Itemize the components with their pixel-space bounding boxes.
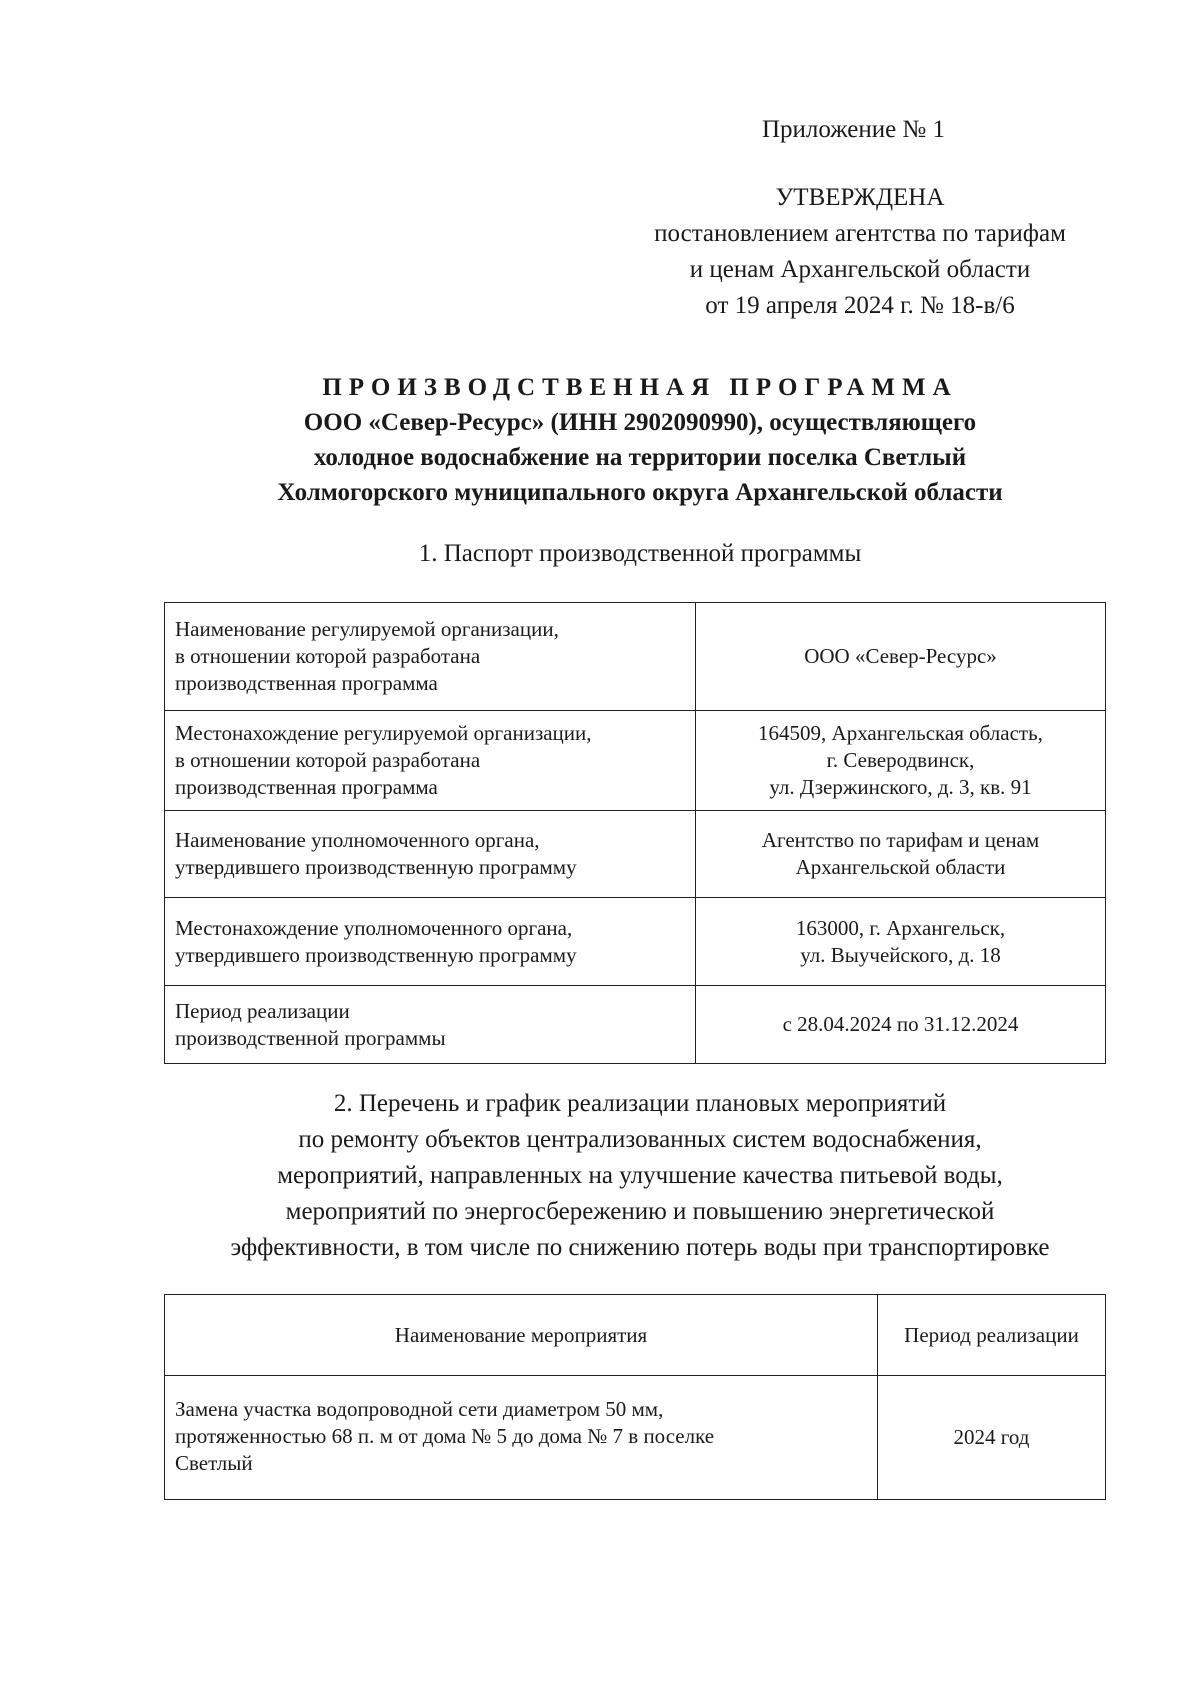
table-row bbox=[165, 711, 1106, 811]
text-line: ООО «Север-Ресурс» bbox=[804, 644, 997, 668]
document-title bbox=[150, 370, 1130, 510]
text-line: г. Северодвинск, bbox=[826, 748, 975, 772]
passport-table bbox=[164, 602, 1106, 1064]
table-row bbox=[165, 811, 1106, 898]
measure-name bbox=[165, 1376, 878, 1500]
approval-line-4: от 19 апреля 2024 г. № 18-в/6 bbox=[705, 292, 1015, 319]
passport-value bbox=[696, 711, 1106, 811]
approval-line-3: и ценам Архангельской области bbox=[689, 256, 1031, 283]
passport-value bbox=[696, 811, 1106, 898]
text-line: Местонахождение регулируемой организации, bbox=[175, 721, 592, 745]
section2-heading-line-4: мероприятий по энергосбережению и повышению энергетической bbox=[285, 1198, 995, 1225]
text-line: с 28.04.2024 по 31.12.2024 bbox=[782, 1012, 1019, 1036]
text-line: в отношении которой разработана bbox=[175, 644, 481, 668]
text-line: Наименование регулируемой организации, bbox=[175, 617, 559, 641]
title-line-3: холодное водоснабжение на территории поселка Светлый bbox=[313, 444, 967, 471]
section2-heading-line-3: мероприятий, направленных на улучшение качества питьевой воды, bbox=[277, 1162, 1003, 1189]
table-row bbox=[165, 1376, 1106, 1500]
column-header-name: Наименование мероприятия bbox=[165, 1295, 878, 1376]
table-header-row bbox=[165, 1295, 1106, 1376]
section2-heading bbox=[150, 1086, 1130, 1266]
text-line: Местонахождение уполномоченного органа, bbox=[175, 915, 573, 940]
measures-table bbox=[164, 1294, 1106, 1500]
section2-heading-line-5: эффективности, в том числе по снижению потерь воды при транспортировке bbox=[230, 1234, 1050, 1261]
approval-block bbox=[610, 180, 1110, 324]
text-line: Агентство по тарифам и ценам bbox=[761, 828, 1040, 852]
section2-heading-line-2: по ремонту объектов централизованных систем водоснабжения, bbox=[298, 1126, 982, 1153]
text-line: Архангельской области bbox=[795, 855, 1006, 879]
section2-heading-line-1: 2. Перечень и график реализации плановых мероприятий bbox=[333, 1090, 947, 1117]
text-line: Наименование уполномоченного органа, bbox=[175, 828, 540, 852]
text-line: 163000, г. Архангельск, bbox=[795, 915, 1006, 940]
text-line: Замена участка водопроводной сети диаметром 50 мм, bbox=[175, 1397, 664, 1421]
text-line: Период реализации bbox=[175, 998, 350, 1023]
text-line: 164509, Архангельская область, bbox=[758, 721, 1043, 745]
approval-line-2: постановлением агентства по тарифам bbox=[654, 220, 1066, 247]
table-row bbox=[165, 603, 1106, 711]
text-line: Светлый bbox=[175, 1451, 253, 1475]
passport-label bbox=[165, 603, 696, 711]
text-line: протяженностью 68 п. м от дома № 5 до дома № 7 в поселке bbox=[175, 1424, 715, 1448]
title-line-2: ООО «Север-Ресурс» (ИНН 2902090990), осуществляющего bbox=[303, 409, 977, 436]
passport-label bbox=[165, 898, 696, 986]
passport-label bbox=[165, 711, 696, 811]
text-line: утвердившего производственную программу bbox=[175, 942, 577, 967]
text-line: производственная программа bbox=[175, 671, 438, 695]
text-line: утвердившего производственную программу bbox=[175, 855, 577, 879]
appendix-label: Приложение № 1 bbox=[762, 116, 946, 143]
passport-label bbox=[165, 811, 696, 898]
approval-line-1: УТВЕРЖДЕНА bbox=[775, 184, 945, 211]
text-line: производственная программа bbox=[175, 775, 438, 799]
passport-value bbox=[696, 898, 1106, 986]
text-line: ул. Дзержинского, д. 3, кв. 91 bbox=[769, 775, 1032, 799]
table-row bbox=[165, 898, 1106, 986]
text-line: в отношении которой разработана bbox=[175, 748, 481, 772]
section1-heading: 1. Паспорт производственной программы bbox=[418, 540, 862, 567]
column-header-period: Период реализации bbox=[878, 1295, 1106, 1376]
title-line-1: ПРОИЗВОДСТВЕННАЯ ПРОГРАММА bbox=[322, 374, 958, 401]
measure-period: 2024 год bbox=[878, 1376, 1106, 1500]
passport-value bbox=[696, 603, 1106, 711]
text-line: ул. Выучейского, д. 18 bbox=[800, 942, 1001, 967]
passport-value bbox=[696, 986, 1106, 1064]
text-line: производственной программы bbox=[175, 1025, 446, 1050]
passport-label bbox=[165, 986, 696, 1064]
table-row bbox=[165, 986, 1106, 1064]
title-line-4: Холмогорского муниципального округа Архангельской области bbox=[277, 479, 1003, 506]
